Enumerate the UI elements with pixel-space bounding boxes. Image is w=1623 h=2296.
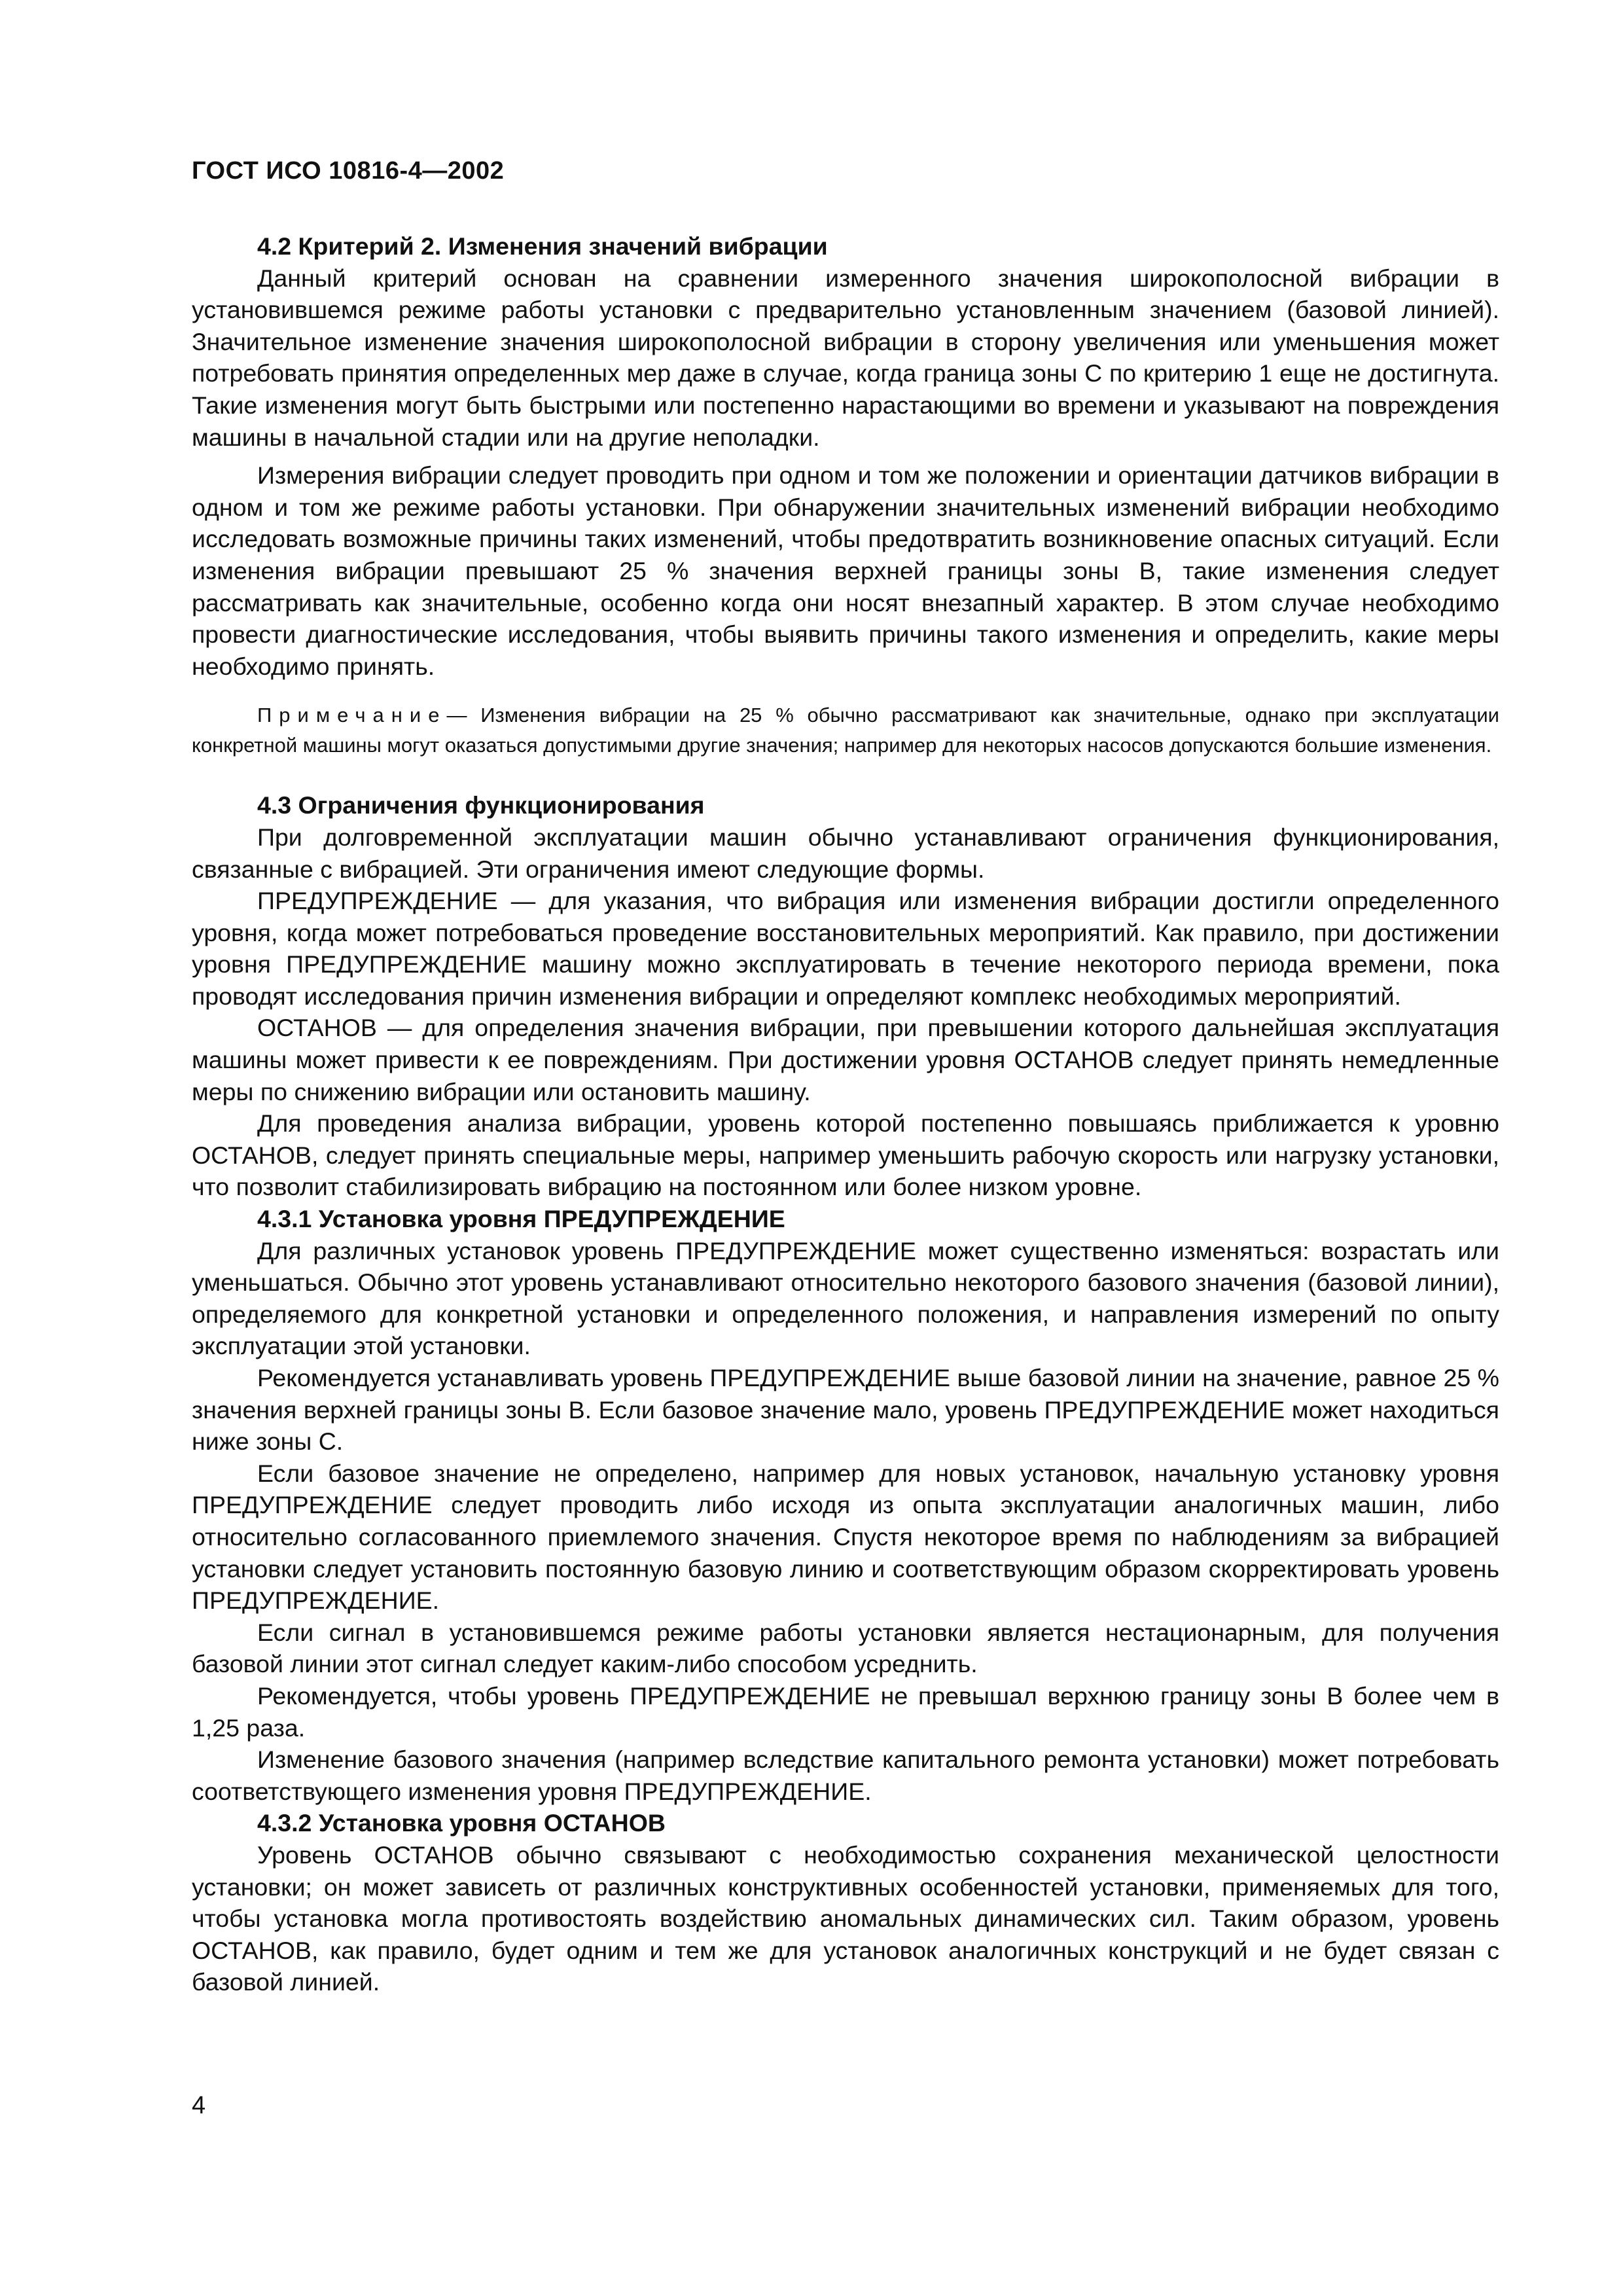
document-body [192,230,1499,1998]
page-number: 4 [192,2092,206,2119]
section-4-3-2-heading: 4.3.2 Установка уровня ОСТАНОВ [257,1809,666,1837]
note [192,700,1499,761]
section-4-3-1-paragraph-2: Рекомендуется устанавливать уровень ПРЕДУПРЕЖДЕНИЕ выше базовой линии на значение, равное 25 % значения верхней границы зоны В. Если базовое значение мало, уровень ПРЕДУПРЕЖДЕНИЕ может находиться ниже зоны С. [192,1364,1499,1456]
section-4-3-paragraph-1: При долговременной эксплуатации машин обычно устанавливают ограничения функционирования, связанные с вибрацией. Эти ограничения имеют следующие формы. [192,823,1499,883]
section-4-2-paragraph-1: Данный критерий основан на сравнении измеренного значения широкополосной вибрации в установившемся режиме работы установки с предварительно установленным значением (базовой линией). Значительное изменение значения широкополосной вибрации в сторону увеличения или уменьшения может потребовать принятия определенных мер даже в случае, когда граница зоны С по критерию 1 еще не достигнута. Такие изменения могут быть быстрыми или постепенно нарастающими во времени и указывают на повреждения машины в начальной стадии или на другие неполадки. [192,264,1499,451]
note-label: Примечание [257,704,447,727]
section-4-3-heading: 4.3 Ограничения функционирования [257,791,705,819]
section-4-3-1-paragraph-6: Изменение базового значения (например вследствие капитального ремонта установки) может потребовать соответствующего изменения уровня ПРЕДУПРЕЖДЕНИЕ. [192,1746,1499,1805]
section-4-3-paragraph-3: ОСТАНОВ — для определения значения вибрации, при превышении которого дальнейшая эксплуатация машины может привести к ее повреждениям. При достижении уровня ОСТАНОВ следует принять немедленные меры по снижению вибрации или остановить машину. [192,1014,1499,1105]
section-4-3-2-paragraph-1: Уровень ОСТАНОВ обычно связывают с необходимостью сохранения механической целостности установки; он может зависеть от различных конструктивных особенностей установки, применяемых для того, чтобы установка могла противостоять воздействию аномальных динамических сил. Таким образом, уровень ОСТАНОВ, как правило, будет одним и тем же для установок аналогичных конструкций и не будет связан с базовой линией. [192,1840,1499,1996]
section-4-3-paragraph-4: Для проведения анализа вибрации, уровень которой постепенно повышаясь приближается к уровню ОСТАНОВ, следует принять специальные меры, например уменьшить рабочую скорость или нагрузку установки, что позволит стабилизировать вибрацию на постоянном или более низком уровне. [192,1109,1499,1201]
section-4-3-1-paragraph-4: Если сигнал в установившемся режиме работы установки является нестационарным, для получения базовой линии этот сигнал следует каким-либо способом усреднить. [192,1618,1499,1678]
section-4-3-1-paragraph-5: Рекомендуется, чтобы уровень ПРЕДУПРЕЖДЕНИЕ не превышал верхнюю границу зоны В более чем в 1,25 раза. [192,1681,1499,1742]
section-4-3-1-paragraph-3: Если базовое значение не определено, например для новых установок, начальную установку уровня ПРЕДУПРЕЖДЕНИЕ следует проводить либо исходя из опыта эксплуатации аналогичных машин, либо относительно согласованного приемлемого значения. Спустя некоторое время по наблюдениям за вибрацией установки следует установить постоянную базовую линию и соответствующим образом скорректировать уровень ПРЕДУПРЕЖДЕНИЕ. [192,1459,1499,1615]
document-header: ГОСТ ИСО 10816-4—2002 [192,157,505,185]
section-4-2-paragraph-2: Измерения вибрации следует проводить при одном и том же положении и ориентации датчиков вибрации в одном и том же режиме работы установки. При обнаружении значительных изменений вибрации необходимо исследовать возможные причины таких изменений, чтобы предотвратить возникновение опасных ситуаций. Если изменения вибрации превышают 25 % значения верхней границы зоны В, такие изменения следует рассматривать как значительные, особенно когда они носят внезапный характер. В этом случае необходимо провести диагностические исследования, чтобы выявить причины такого изменения и определить, какие меры необходимо принять. [192,461,1499,680]
section-4-3-paragraph-2: ПРЕДУПРЕЖДЕНИЕ — для указания, что вибрация или изменения вибрации достигли определенного уровня, когда может потребоваться проведение восстановительных мероприятий. Как правило, при достижении уровня ПРЕДУПРЕЖДЕНИЕ машину можно эксплуатировать в течение некоторого периода времени, пока проводят исследования причин изменения вибрации и определяют комплекс необходимых мероприятий. [192,887,1499,1010]
section-4-3-1-paragraph-1: Для различных установок уровень ПРЕДУПРЕЖДЕНИЕ может существенно изменяться: возрастать или уменьшаться. Обычно этот уровень устанавливают относительно некоторого базового значения (базовой линии), определяемого для конкретной установки и определенного положения, и направления измерений по опыту эксплуатации этой установки. [192,1236,1499,1360]
section-4-2-heading: 4.2 Критерий 2. Изменения значений вибрации [257,232,828,260]
section-4-3-1-heading: 4.3.1 Установка уровня ПРЕДУПРЕЖДЕНИЕ [257,1205,785,1233]
note-text: — Изменения вибрации на 25 % обычно рассматривают как значительные, однако при эксплуатации конкретной машины могут оказаться допустимыми другие значения; например для некоторых насосов допускаются большие изменения. [192,704,1499,757]
